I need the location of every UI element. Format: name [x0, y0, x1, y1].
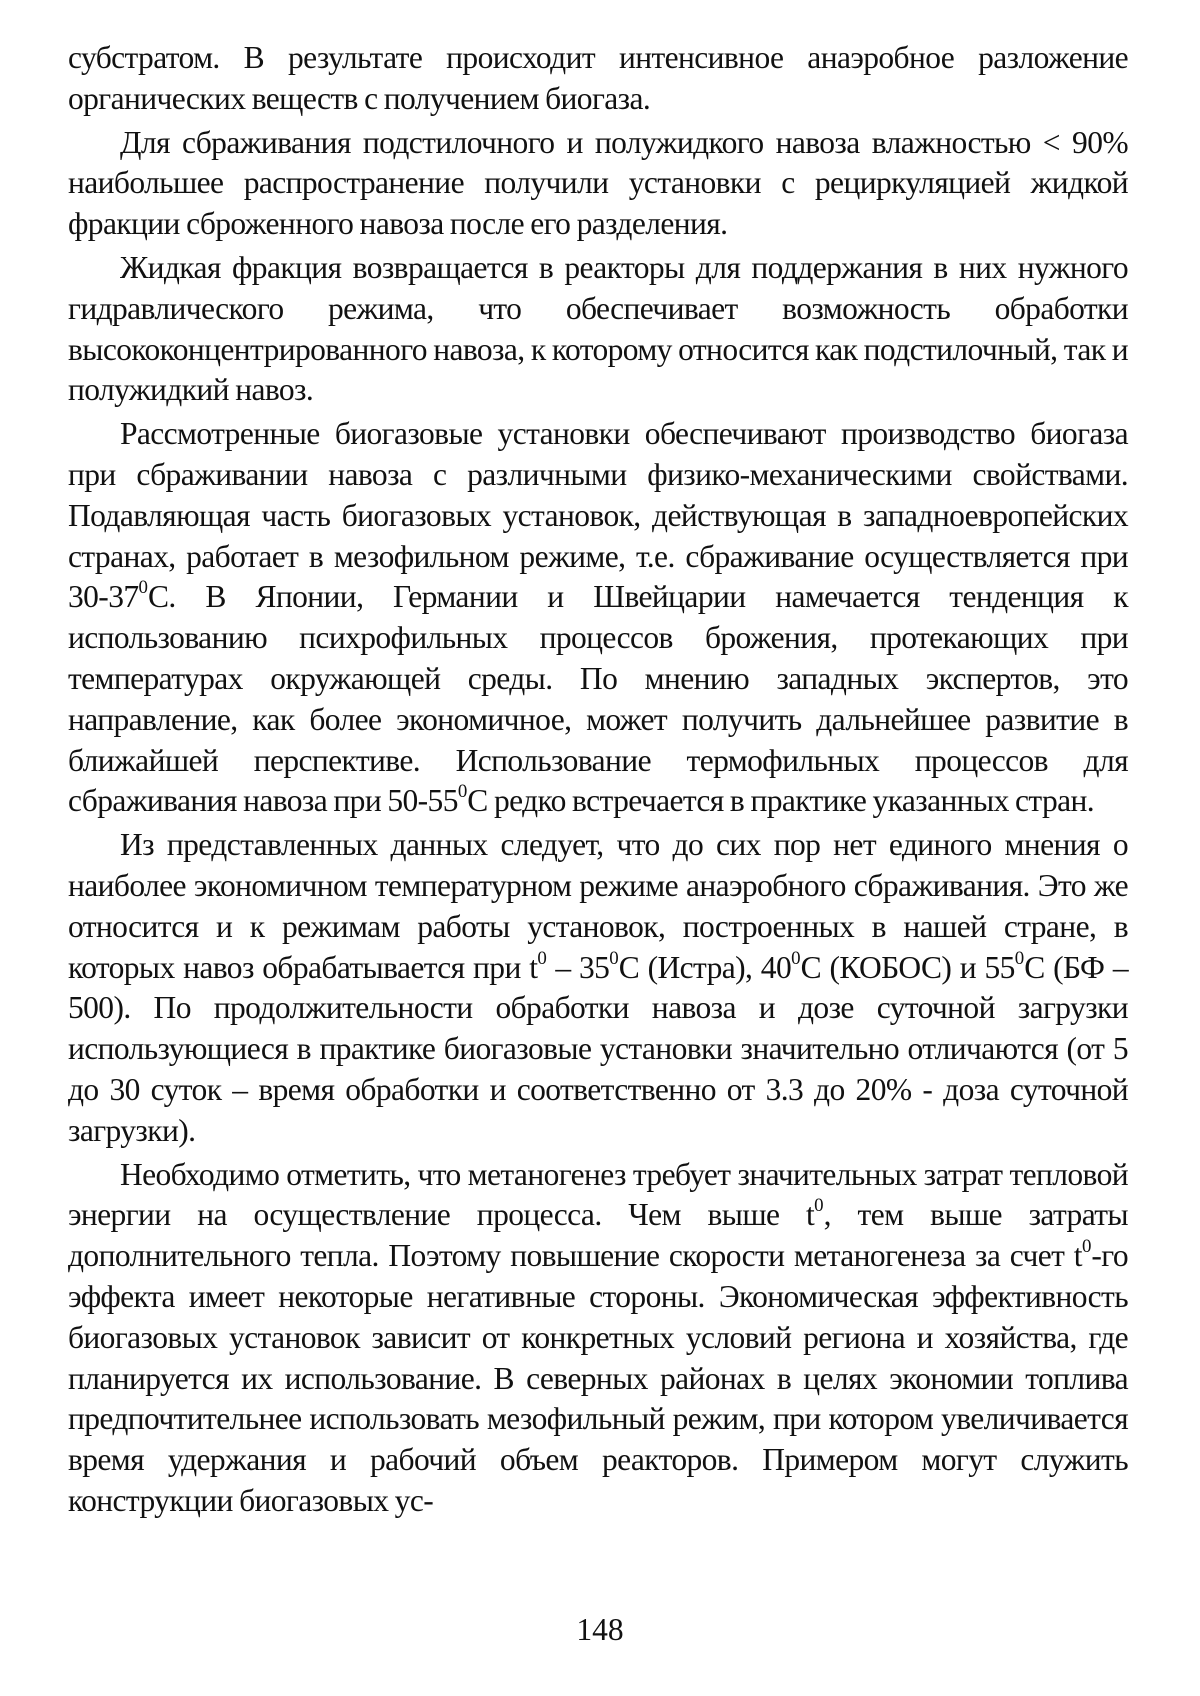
paragraph-text: С (Истра), 40 [618, 949, 792, 985]
paragraph-text: С редко встречается в практике указанных стран. [467, 783, 1095, 819]
paragraph-text: Жидкая фракция возвращается в реакторы для поддержания в них нужного гидравлического режима, что обеспечивает возможность обработки высококонцентрированного навоза, к которому относится как подстилочный, так и полужидкий навоз. [68, 249, 1128, 408]
page-number: 148 [576, 1612, 624, 1647]
paragraph-text: С. В Японии, Германии и Швейцарии намечается тенденция к использованию психрофильных процессов брожения, протекающих при температурах окружающей среды. По мнению западных экспертов, это направление, как более экономичное, может получить дальнейшее развитие в ближайшей перспективе. Использование термофильных процессов для сбраживания навоза при 50-55 [68, 579, 1128, 819]
paragraph [68, 38, 1128, 120]
paragraph-text: -го эффекта имеет некоторые негативные стороны. Экономическая эффективность биогазовых установок зависит от конкретных условий региона и хозяйства, где планируется их использование. В северных районах в целях экономии топлива предпочтительнее использовать мезофильный режим, при котором увеличивается время удержания и рабочий объем реакторов. Примером могут служить конструкции биогазовых ус- [68, 1238, 1128, 1518]
paragraph-text: Из представленных данных следует, что до сих пор нет единого мнения о наиболее экономичном температурном режиме анаэробного сбраживания. Это же относится и к режимам работы установок, построенных в нашей стране, в которых навоз обрабатывается при t [68, 827, 1128, 985]
paragraph [68, 825, 1128, 1151]
superscript-degree: 0 [609, 947, 619, 969]
paragraph [68, 1155, 1128, 1522]
paragraph-text: , тем выше затраты дополнительного тепла. Поэтому повышение скорости метаногенеза за счет t [68, 1197, 1128, 1274]
superscript-degree: 0 [138, 577, 148, 599]
paragraph-text: – 35 [546, 949, 610, 985]
superscript-degree: 0 [814, 1195, 824, 1217]
superscript-degree: 0 [1081, 1235, 1092, 1257]
superscript-degree: 0 [457, 781, 468, 803]
paragraph-text: Для сбраживания подстилочного и полужидкого навоза влажностью < 90% наибольшее распространение получили установки с рециркуляцией жидкой фракции сброженного навоза после его разделения. [68, 124, 1128, 242]
document-body-text [68, 38, 1128, 1525]
superscript-degree: 0 [1014, 947, 1025, 969]
paragraph-text: С (КОБОС) и 55 [800, 949, 1015, 985]
paragraph [68, 248, 1128, 411]
paragraph-text: субстратом. В результате происходит интенсивное анаэробное разложение органических веществ с получением биогаза. [68, 40, 1128, 116]
paragraph-text: С (БФ –500). По продолжительности обработки навоза и дозе суточной загрузки использующиеся в практике биогазовые установки значительно отличаются (от 5 до 30 суток – время обработки и соответственно от 3.3 до 20% - доза суточной загрузки). [68, 949, 1128, 1148]
superscript-degree: 0 [537, 947, 547, 969]
paragraph [68, 123, 1128, 245]
paragraph-text: Рассмотренные биогазовые установки обеспечивают производство биогаза при сбраживании навоза с различными физико-механическими свойствами. Подавляющая часть биогазовых установок, действующая в западноевропейских странах, работает в мезофильном режиме, т.е. сбраживание осуществляется при 30-37 [68, 416, 1128, 615]
paragraph-text: Необходимо отметить, что метаногенез требует значительных затрат тепловой энергии на осуществление процесса. Чем выше t [68, 1156, 1128, 1233]
superscript-degree: 0 [791, 947, 801, 969]
paragraph [68, 414, 1128, 822]
